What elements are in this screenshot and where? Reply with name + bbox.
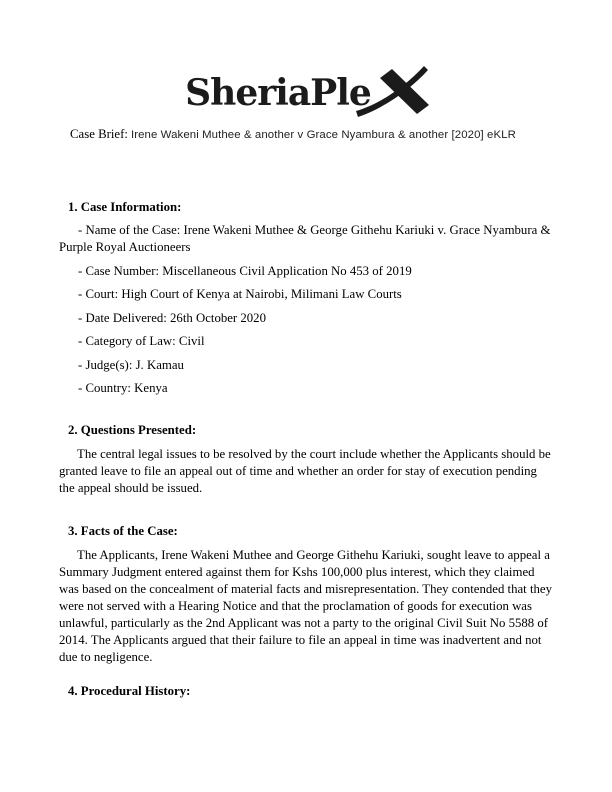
brand-x-icon <box>355 64 429 118</box>
section-heading-case-information: 1. Case Information: <box>68 200 182 214</box>
document-title-label: Case Brief: <box>70 127 128 141</box>
section-procedural-history <box>59 683 555 700</box>
document-title-text: Irene Wakeni Muthee & another v Grace Nyambura & another [2020] eKLR <box>130 129 516 141</box>
case-info-item-category: - Category of Law: Civil <box>78 334 205 348</box>
section-heading-procedural-history: 4. Procedural History: <box>68 684 191 698</box>
section-facts-of-the-case <box>59 523 555 666</box>
case-info-item-name: - Name of the Case: Irene Wakeni Muthee & George Githehu Kariuki v. Grace Nyambura & Purple Royal Auctioneers <box>59 223 551 254</box>
section-case-information <box>59 199 555 397</box>
brand-logo <box>59 62 555 115</box>
facts-of-the-case-paragraph: The Applicants, Irene Wakeni Muthee and George Githehu Kariuki, sought leave to appeal a Summary Judgment entered against them for Kshs 100,000 plus interest, which they claimed was based on the concealment of material facts and misrepresentation. They contended that they were not served with a Hearing Notice and that the proclamation of goods for execution was unlawful, particularly as the 2nd Applicant was not a party to the original Civil Suit No 5588 of 2014. The Applicants argued that their failure to file an appeal in time was inadvertent and not due to negligence. <box>59 548 552 664</box>
case-info-item-date-delivered: - Date Delivered: 26th October 2020 <box>78 310 266 325</box>
questions-presented-paragraph: The central legal issues to be resolved by the court include whether the Applicants should be granted leave to file an appeal out of time and whether an order for stay of execution pending the appeal should be issued. <box>59 447 551 495</box>
case-info-item-judges: - Judge(s): J. Kamau <box>78 357 184 372</box>
document-title <box>70 127 555 143</box>
case-info-item-country: - Country: Kenya <box>78 381 168 395</box>
brand-logo-text: SheriaPle <box>185 72 371 114</box>
section-heading-questions-presented: 2. Questions Presented: <box>68 423 197 437</box>
case-info-item-case-number: - Case Number: Miscellaneous Civil Application No 453 of 2019 <box>78 263 412 278</box>
case-info-item-court: - Court: High Court of Kenya at Nairobi, Milimani Law Courts <box>78 287 402 301</box>
section-heading-facts-of-the-case: 3. Facts of the Case: <box>68 524 178 538</box>
section-questions-presented <box>59 422 555 497</box>
